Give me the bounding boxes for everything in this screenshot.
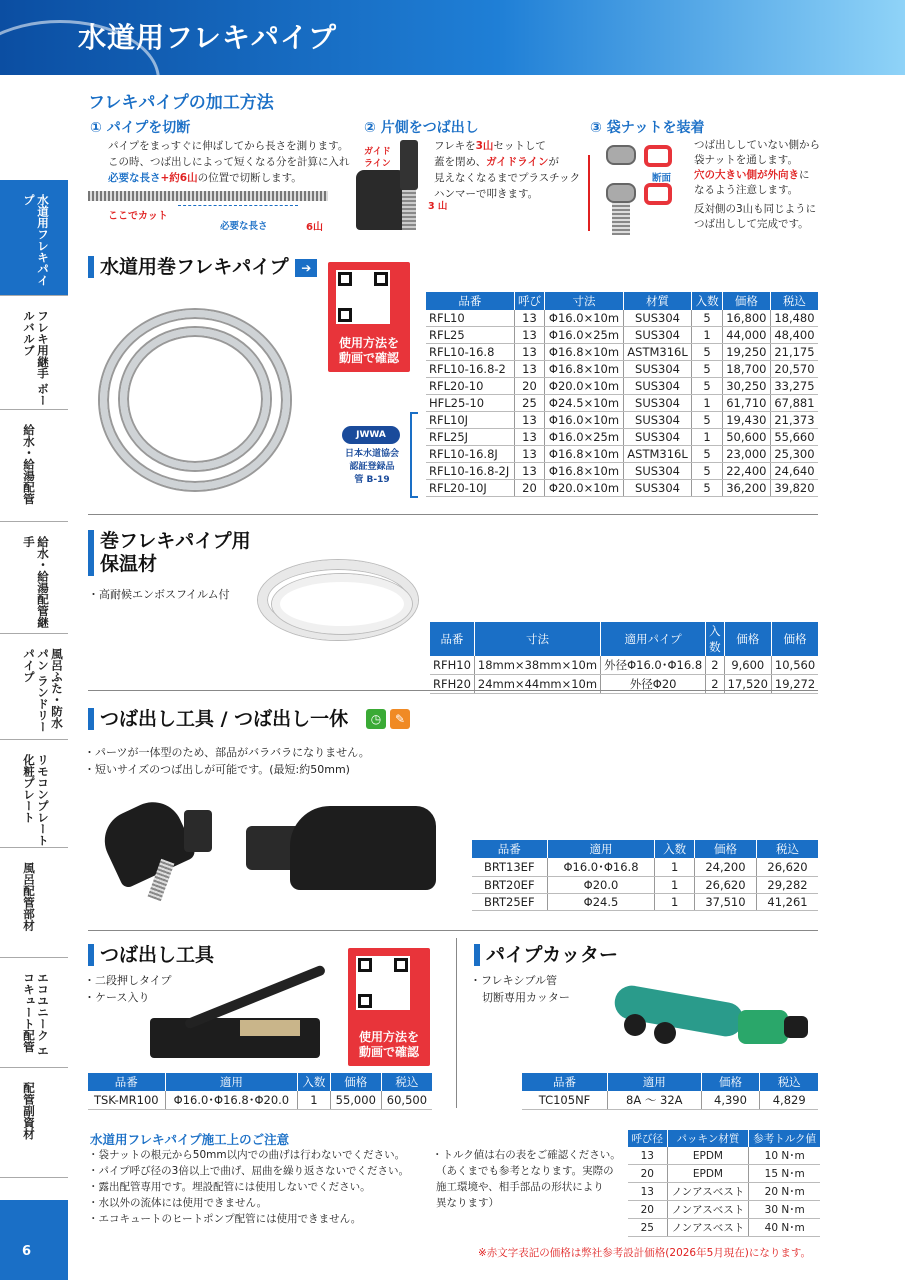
table-cell: 26,620 [694,877,756,894]
qr-code-icon [356,956,410,1010]
step3-text: つば出ししていない側から 袋ナットを通します。 穴の大きい側が外向きに なるよう注意します。 反対側の3山も同じように つば出しして完成です。 [694,139,820,230]
page-number: 6 [22,1244,32,1259]
table-cell: TC105NF [522,1091,608,1110]
table-cell: RFL10-16.8-2 [426,361,514,378]
side-tab-label: リモコンプレート 化粧プレート [22,754,50,846]
table-cell: Φ16.8×10m [545,463,623,480]
qr-video-badge[interactable]: 使用方法を 動画で確認 [348,948,430,1066]
section-title-insulation: 巻フレキパイプ用 保温材 [88,530,251,576]
table-cell: 39,820 [770,480,818,497]
table-header-row [430,622,818,656]
table-cell: 1 [692,395,723,412]
section-divider [88,930,818,931]
table-cell: 55,000 [330,1091,381,1110]
table-cell: 37,510 [694,894,756,911]
insulation-bullet: ・高耐候エンボスフイルム付 [88,588,230,601]
table-cell: 5 [692,378,723,395]
table-cell: 1 [655,877,694,894]
table-cell: Φ16.0×25m [545,429,623,446]
insulation-image-inner [272,574,412,634]
column-header: 呼び [514,292,545,310]
section-title-flare-tool-ikkyu: つば出し工具 / つば出し一休 [88,708,348,730]
jwwa-certification-text: 日本水道協会 認証登録品 管 B-19 [344,449,399,485]
table-cell: 1 [298,1091,330,1110]
table-cell: BRT20EF [472,877,547,894]
table-cell: RFH20 [430,675,474,694]
side-tab[interactable] [0,296,68,410]
column-header: 入数 [706,622,725,656]
table-cell: ノンアスベスト [667,1219,749,1237]
table-cell: 24,640 [770,463,818,480]
table-cell: BRT25EF [472,894,547,911]
side-tab-label: 風呂配管部材 [22,862,36,931]
table-cell: 5 [692,310,723,327]
column-header: 品番 [522,1073,608,1091]
nut-illustration [588,145,688,237]
step3-title: ③ 袋ナットを装着 [590,120,705,136]
table-cell: RFL10 [426,310,514,327]
note-item: ・露出配管専用です。埋設配管には使用しないでください。 [88,1181,371,1193]
step1-title: ① パイプを切断 [90,120,191,136]
table-cell: 36,200 [722,480,770,497]
clock-icon: ◷ [366,709,386,729]
table-cell: 1 [655,894,694,911]
table-cell: 5 [692,361,723,378]
column-header: パッキン材質 [667,1130,749,1147]
table-cell: RFL10-16.8J [426,446,514,463]
side-tab[interactable] [0,410,68,522]
table-row [426,361,818,378]
table-cell: 13 [514,463,545,480]
table-cell: 13 [628,1147,667,1165]
cut-here-label: ここでカット [108,211,168,222]
table-cell: SUS304 [623,480,692,497]
note-item: ・パイプ呼び径の3倍以上で曲げ、屈曲を繰り返さないでください。 [88,1165,409,1177]
column-header: 税込 [381,1073,432,1091]
table-cell: 60,500 [381,1091,432,1110]
table-cell: 25 [514,395,545,412]
table-cell: RFL25J [426,429,514,446]
note-item: ・エコキュートのヒートポンプ配管には使用できません。 [88,1213,362,1225]
column-header: 入数 [692,292,723,310]
column-header: 適用 [608,1073,702,1091]
torque-note-line: （あくまでも参考となります。実際の [436,1165,614,1177]
table-cell: 20 [514,378,545,395]
table-cell: 55,660 [770,429,818,446]
side-tab[interactable] [0,1068,68,1178]
side-tab[interactable] [0,180,68,296]
table-cell: 13 [514,310,545,327]
table-cell: SUS304 [623,395,692,412]
table-cell: 44,000 [722,327,770,344]
table-cell: 48,400 [770,327,818,344]
coil-pipe-image-inner [120,328,270,470]
table-cell: RFL10-16.8-2J [426,463,514,480]
column-header: 価格 [771,622,818,656]
flare-tool-illustration [356,140,426,232]
table-cell: 25 [628,1219,667,1237]
pipe-cutter-image [614,984,814,1058]
column-header: 品番 [430,622,474,656]
table-cell: 26,620 [757,858,818,877]
table-cell: 67,881 [770,395,818,412]
step2-title: ② 片側をつば出し [364,120,479,136]
table-cell: 9,600 [724,656,771,675]
column-header: 価格 [330,1073,381,1091]
column-header: 適用 [165,1073,298,1091]
table-header-row [522,1073,818,1091]
ikkyu-table [472,840,818,911]
table-row [628,1201,820,1219]
column-header: 材質 [623,292,692,310]
table-cell: 13 [514,327,545,344]
table-row [426,310,818,327]
table-row [426,344,818,361]
side-tab[interactable] [0,522,68,634]
torque-note-line: ・トルク値は右の表をご確認ください。 [432,1149,621,1161]
ikkyu-bullets: ・パーツが一体型のため、部品がバラバラになりません。 ・短いサイズのつば出しが可能です。(最短:約50mm) [84,746,370,776]
table-cell: 20,570 [770,361,818,378]
table-cell: 22,400 [722,463,770,480]
table-cell: 20 [514,480,545,497]
table-cell: 13 [514,412,545,429]
table-cell: SUS304 [623,412,692,429]
vertical-divider [456,938,457,1108]
table-cell: 41,261 [757,894,818,911]
table-row [430,656,818,675]
table-cell: 4,829 [760,1091,818,1110]
table-cell: 5 [692,344,723,361]
cutter-bullets: ・フレキシブル管 切断専用カッター [470,974,570,1004]
table-cell: 17,520 [724,675,771,694]
table-header-row [426,292,818,310]
column-header: 適用 [547,840,655,858]
table-cell: 外径Φ20 [601,675,706,694]
table-cell: 1 [692,429,723,446]
table-cell: BRT13EF [472,858,547,877]
table-cell: RFH10 [430,656,474,675]
table-row [628,1183,820,1201]
table-cell: 18,700 [722,361,770,378]
side-tab-label: 水道用フレキパイプ [22,194,50,286]
side-tab-label: 配管副資材 [22,1082,36,1140]
table-cell: Φ16.8×10m [545,344,623,361]
table-cell: 19,250 [722,344,770,361]
table-cell: 20 N･m [749,1183,820,1201]
table-cell: 21,373 [770,412,818,429]
column-header: 価格 [701,1073,760,1091]
section-divider [88,514,818,515]
method-title: フレキパイプの加工方法 [88,93,274,113]
table-cell: SUS304 [623,429,692,446]
guide-line-label: ガイド ライン [364,147,391,169]
side-tab-label: エコユニーク エコキュート配管 [22,972,50,1057]
table-cell: 21,175 [770,344,818,361]
table-cell: Φ16.0×25m [545,327,623,344]
pipe-illustration [88,191,328,201]
side-tab-label: 風呂ふた・防水パン ランドリーパイプ [22,648,64,733]
column-header: 価格 [724,622,771,656]
table-cell: 10,560 [771,656,818,675]
table-cell: RFL25 [426,327,514,344]
table-cell: Φ24.5 [547,894,655,911]
table-cell: 13 [628,1183,667,1201]
side-tab[interactable] [0,634,68,740]
table-cell: RFL10J [426,412,514,429]
table-cell: 25,300 [770,446,818,463]
table-cell: 4,390 [701,1091,760,1110]
table-cell: 30,250 [722,378,770,395]
column-header: 参考トルク値 [749,1130,820,1147]
table-row [472,877,818,894]
side-tab-label: 給水・給湯配管 [22,424,36,505]
table-header-row [628,1130,820,1147]
table-cell: Φ16.0×10m [545,310,623,327]
table-cell: Φ20.0×10m [545,480,623,497]
table-cell: RFL20-10J [426,480,514,497]
table-row [472,858,818,877]
flare-tool-bullets: ・二段押しタイプ ・ケース入り [84,974,172,1004]
footer-note: ※赤文字表記の価格は弊社参考設計価格(2026年5月現在)になります。 [478,1247,812,1259]
column-header: 価格 [722,292,770,310]
flare-tool-image [150,968,332,1064]
note-item: ・袋ナットの根元から50mm以内での曲げは行わないでください。 [88,1149,406,1161]
insulation-table [430,622,818,694]
side-tab[interactable] [0,848,68,958]
column-header: 入数 [298,1073,330,1091]
table-cell: 23,000 [722,446,770,463]
table-header-row [88,1073,432,1091]
six-threads-label: 6山 [306,222,323,233]
ikkyu-tool-image-right [246,806,441,902]
column-header: 寸法 [545,292,623,310]
torque-note [432,1147,621,1211]
table-cell: Φ16.0×10m [545,412,623,429]
side-tab-label: フレキ用継手 ボールバルブ [22,310,50,407]
table-row [426,395,818,412]
cutter-table [522,1073,818,1110]
table-cell: ノンアスベスト [667,1201,749,1219]
need-length-line [178,205,298,206]
table-cell: 29,282 [757,877,818,894]
column-header: 品番 [426,292,514,310]
link-arrow-icon: ➔ [295,259,317,277]
side-tab[interactable] [0,740,68,848]
table-row [426,412,818,429]
table-cell: 50,600 [722,429,770,446]
table-cell: ASTM316L [623,344,692,361]
torque-note-line: 異なります） [436,1197,499,1209]
table-cell: 13 [514,446,545,463]
table-cell: 20 [628,1201,667,1219]
table-cell: 20 [628,1165,667,1183]
table-cell: SUS304 [623,327,692,344]
table-cell: 19,272 [771,675,818,694]
table-cell: Φ16.0･Φ16.8 [547,858,655,877]
table-cell: 13 [514,344,545,361]
table-cell: 40 N･m [749,1219,820,1237]
table-row [628,1219,820,1237]
table-cell: Φ20.0×10m [545,378,623,395]
table-cell: 18mm×38mm×10m [474,656,600,675]
table-cell: 2 [706,675,725,694]
table-cell: 13 [514,361,545,378]
table-cell: ASTM316L [623,446,692,463]
column-header: 税込 [760,1073,818,1091]
table-cell: 5 [692,446,723,463]
page-number-box [0,1200,68,1280]
table-cell: 33,275 [770,378,818,395]
section-label: 断面 [652,173,672,184]
table-row [88,1091,432,1110]
flare-tool-table [88,1073,432,1110]
table-cell: 16,800 [722,310,770,327]
qr-code-icon [336,270,390,324]
table-row [426,463,818,480]
jwwa-logo: JWWA [342,426,400,444]
table-cell: 5 [692,412,723,429]
table-cell: RFL10-16.8 [426,344,514,361]
table-cell: SUS304 [623,361,692,378]
jwwa-bracket [410,412,418,498]
table-row [426,378,818,395]
table-cell: SUS304 [623,463,692,480]
table-cell: 2 [706,656,725,675]
table-row [426,327,818,344]
table-cell: 30 N･m [749,1201,820,1219]
table-cell: 1 [692,327,723,344]
table-cell: 5 [692,463,723,480]
table-cell: TSK-MR100 [88,1091,165,1110]
step1-text: パイプをまっすぐに伸ばしてから長さを測ります。 この時、つば出しによって短くなる分を計算に入れ 必要な長さ+約6山の位置で切断します。 [108,140,350,184]
table-cell: 18,480 [770,310,818,327]
table-cell: 13 [514,429,545,446]
table-cell: 15 N･m [749,1165,820,1183]
table-cell: ノンアスベスト [667,1183,749,1201]
section-title-pipe-cutter: パイプカッター [474,944,618,966]
coil-flex-table [426,292,818,497]
section-divider [88,690,818,691]
table-row [472,894,818,911]
table-row [426,429,818,446]
ikkyu-tool-image-left [96,796,226,906]
qr-video-badge[interactable]: 使用方法を 動画で確認 [328,262,410,372]
table-cell: SUS304 [623,310,692,327]
torque-table [628,1130,820,1237]
column-header: 税込 [770,292,818,310]
table-cell: EPDM [667,1165,749,1183]
table-cell: Φ24.5×10m [545,395,623,412]
table-cell: 5 [692,480,723,497]
table-row [628,1147,820,1165]
table-cell: 10 N･m [749,1147,820,1165]
table-cell: 24mm×44mm×10m [474,675,600,694]
torque-note-line: 施工環境や、相手部品の形状により [436,1181,604,1193]
side-tab[interactable] [0,958,68,1068]
page-title: 水道用フレキパイプ [78,21,338,54]
table-cell: Φ16.0･Φ16.8･Φ20.0 [165,1091,298,1110]
pencil-icon: ✎ [390,709,410,729]
table-row [628,1165,820,1183]
table-row [426,480,818,497]
column-header: 呼び径 [628,1130,667,1147]
table-cell: EPDM [667,1147,749,1165]
step2-text: フレキを3山セットして 蓋を閉め、ガイドラインが 見えなくなるまでプラスチック ハンマーで叩きます。 [434,140,581,200]
column-header: 価格 [694,840,756,858]
table-cell: 1 [655,858,694,877]
table-cell: 19,430 [722,412,770,429]
section-title-flare-tool: つば出し工具 [88,944,214,966]
table-row [522,1091,818,1110]
need-length-label: 必要な長さ [220,221,268,232]
column-header: 入数 [655,840,694,858]
table-cell: 61,710 [722,395,770,412]
table-cell: 24,200 [694,858,756,877]
side-tab-label: 給水・給湯配管継手 [22,536,50,628]
column-header: 寸法 [474,622,600,656]
table-cell: RFL20-10 [426,378,514,395]
table-header-row [472,840,818,858]
column-header: 品番 [472,840,547,858]
table-cell: Φ16.8×10m [545,361,623,378]
section-title-coil-flex: 水道用巻フレキパイプ ➔ [88,256,317,278]
table-row [426,446,818,463]
table-cell: 8A 〜 32A [608,1091,702,1110]
table-cell: Φ16.8×10m [545,446,623,463]
notes-title: 水道用フレキパイプ施工上のご注意 [90,1132,290,1147]
three-threads-label: 3 山 [428,201,448,212]
table-cell: 外径Φ16.0･Φ16.8 [601,656,706,675]
table-cell: SUS304 [623,378,692,395]
column-header: 品番 [88,1073,165,1091]
table-cell: Φ20.0 [547,877,655,894]
table-cell: HFL25-10 [426,395,514,412]
column-header: 税込 [757,840,818,858]
notes-list [88,1147,409,1227]
note-item: ・水以外の流体には使用できません。 [88,1197,268,1209]
column-header: 適用パイプ [601,622,706,656]
